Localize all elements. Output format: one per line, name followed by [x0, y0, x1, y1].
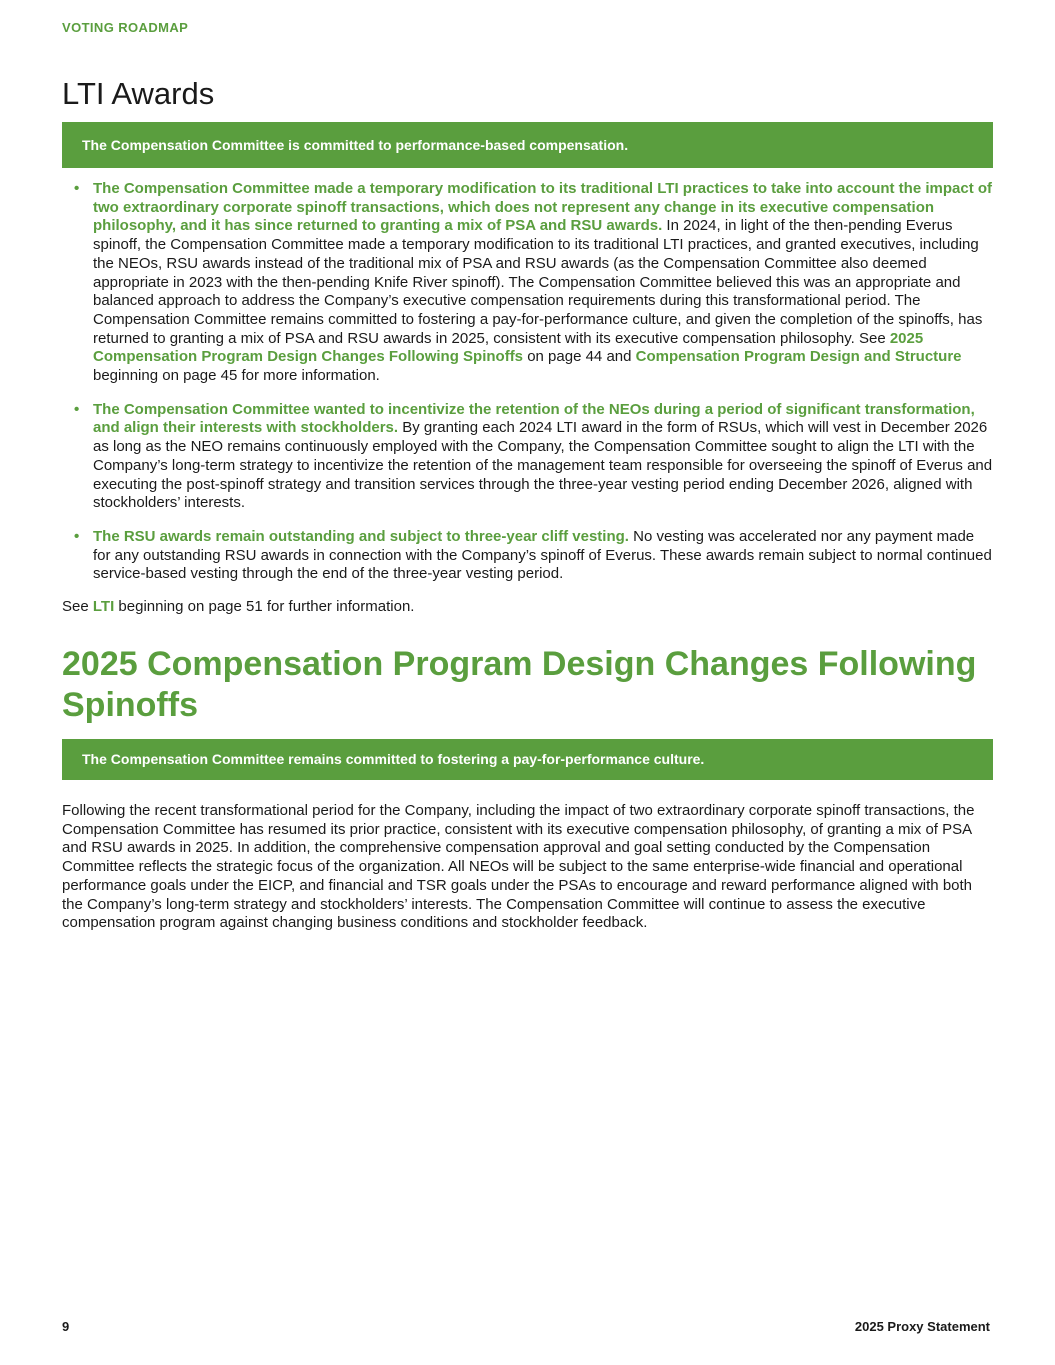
- list-item: [62, 528, 993, 584]
- program-2025-callout-banner: The Compensation Committee remains committed to fostering a pay-for-performance culture.: [62, 739, 993, 780]
- bullet-lead: The Compensation Committee made a temporary modification to its traditional LTI practices to take into account the impact of two extraordinary corporate spinoff transactions, which does not represent any change in its executive compensation philosophy, and it has since returned to granting a mix of PSA and RSU awards.: [93, 180, 993, 235]
- document-title: 2025 Proxy Statement: [854, 1319, 990, 1334]
- link-lti[interactable]: LTI: [92, 598, 115, 615]
- lti-bullet-list: [62, 180, 993, 599]
- bullet-body: In 2024, in light of the then-pending Everus spinoff, the Compensation Committee made a temporary modification to its traditional LTI practices, and granted executives, including the NEOs, RSU awards instead of the traditional mix of PSA and RSU awards (as the Compensation Committee also deemed appropriate in 2023 with the then-pending Knife River spinoff). The Compensation Committee believed this was an appropriate and balanced approach to address the Company’s executive compensation requirements during this transformational period. The Compensation Committee remains committed to fostering a pay-for-performance culture, and given the completion of the spinoffs, has returned to granting a mix of PSA and RSU awards in 2025, consistent with its executive compensation philosophy. See: [93, 217, 983, 347]
- link-2025-program-changes[interactable]: 2025 Compensation Program Design Changes Following Spinoffs: [93, 329, 924, 366]
- see-prefix: See: [62, 598, 93, 615]
- bullet-lead: The Compensation Committee wanted to incentivize the retention of the NEOs during a period of significant transformation, and align their interests with stockholders.: [93, 400, 975, 437]
- bullet-body: By granting each 2024 LTI award in the form of RSUs, which will vest in December 2026 as long as the NEO remains continuously employed with the Company, the Compensation Committee sought to align the LTI with the Company’s long-term strategy to incentivize the retention of the management team responsible for overseeing the spinoff of Everus and executing the post-spinoff strategy and transition services through the three-year vesting period ending December 2026, aligned with stockholders’ interests.: [93, 419, 993, 512]
- bullet-body: on page 44 and: [523, 348, 636, 366]
- page-number: 9: [62, 1319, 70, 1334]
- link-program-design-structure[interactable]: Compensation Program Design and Structure: [635, 348, 962, 366]
- program-2025-paragraph: Following the recent transformational period for the Company, including the impact of two extraordinary corporate spinoff transactions, the Compensation Committee has resumed its prior practice, consistent with its executive compensation philosophy, of granting a mix of PSA and RSU awards in 2025. In addition, the comprehensive compensation approval and goal setting conducted by the Compensation Committee reflects the strategic focus of the organization. All NEOs will be subject to the same enterprise-wide financial and operational performance goals under the EICP, and financial and TSR goals under the PSAs to encourage and reward performance aligned with both the Company’s long-term strategy and stockholders’ interests. The Compensation Committee will continue to assess the executive compensation program against changing business conditions and stockholder feedback.: [62, 802, 975, 932]
- see-lti-line: [62, 598, 414, 617]
- bullet-body: beginning on page 45 for more information.: [93, 367, 380, 385]
- program-2025-heading: 2025 Compensation Program Design Changes Following Spinoffs: [62, 645, 977, 724]
- list-item: [62, 401, 993, 513]
- bullet-body: No vesting was accelerated nor any payment made for any outstanding RSU awards in connection with the Company’s spinoff of Everus. These awards remain subject to normal continued service-based vesting through the end of the three-year vesting period.: [93, 527, 992, 583]
- see-suffix: beginning on page 51 for further information.: [114, 598, 415, 615]
- list-item: [62, 180, 993, 386]
- section-label: VOTING ROADMAP: [62, 20, 189, 35]
- lti-callout-banner: The Compensation Committee is committed to performance-based compensation.: [62, 122, 993, 168]
- bullet-lead: The RSU awards remain outstanding and subject to three-year cliff vesting.: [93, 527, 629, 545]
- lti-awards-heading: LTI Awards: [62, 76, 215, 111]
